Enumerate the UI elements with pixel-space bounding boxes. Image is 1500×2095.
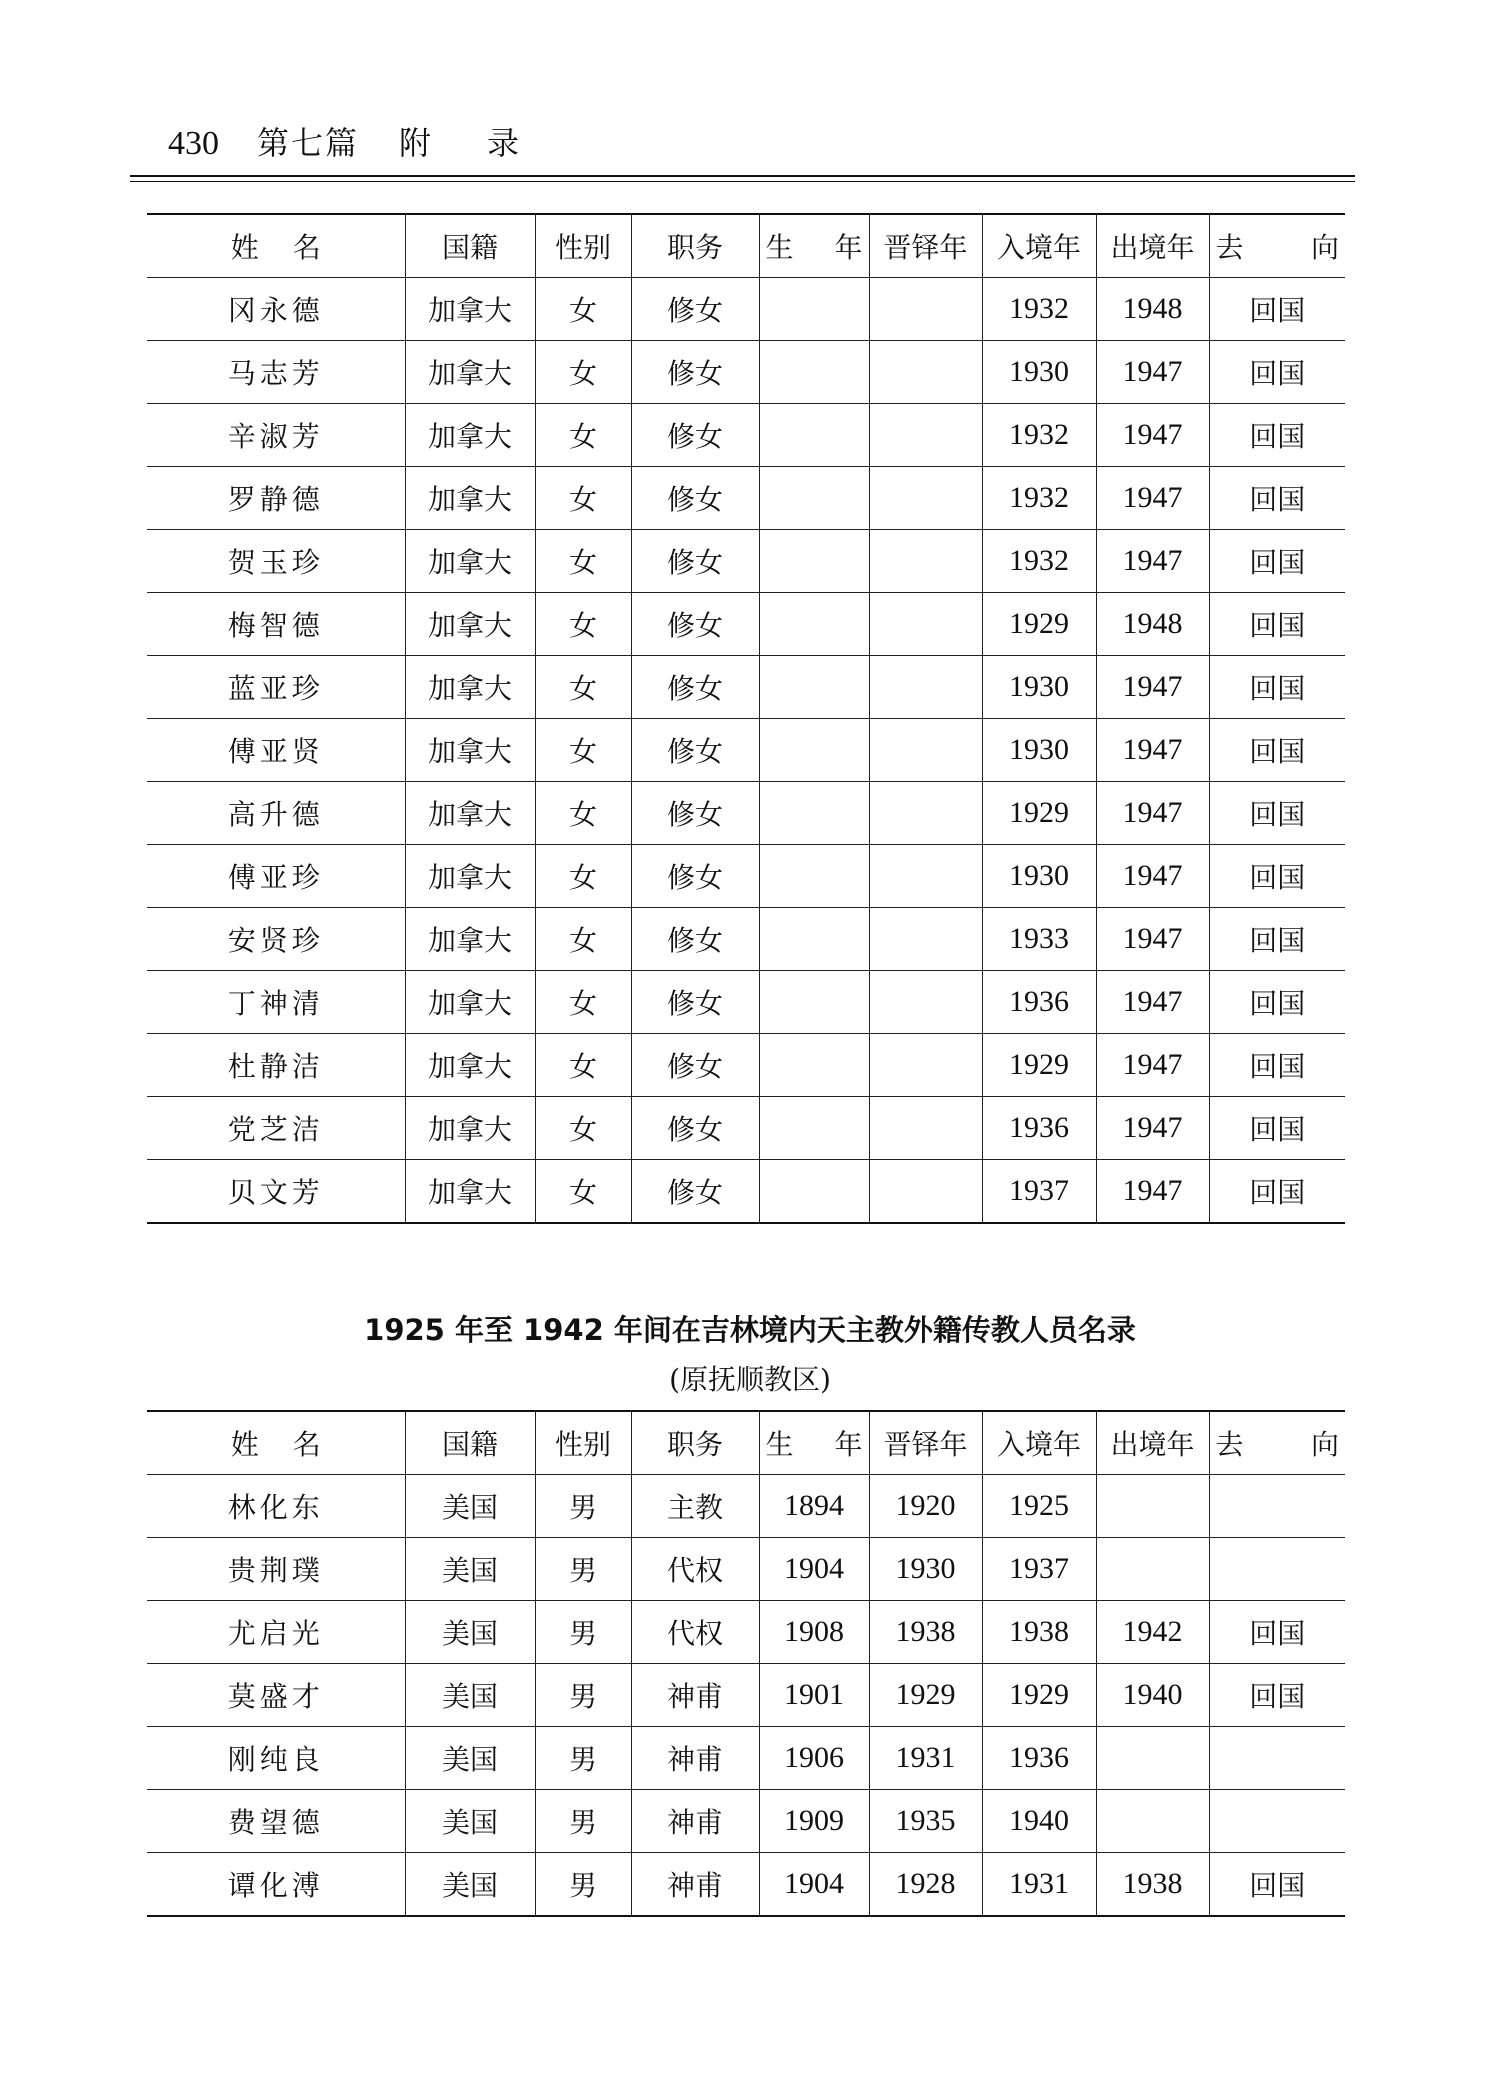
cell-position: 修女 [631, 593, 759, 656]
cell-sex: 女 [535, 467, 631, 530]
cell-name: 林化东 [147, 1475, 405, 1538]
table-header-row [147, 214, 1345, 278]
cell-name: 尤启光 [147, 1601, 405, 1664]
cell-birth-year [759, 404, 869, 467]
cell-destination [1209, 1475, 1345, 1538]
header-rule-thick [130, 175, 1355, 177]
table-row [147, 1664, 1345, 1727]
table-header-row [147, 1411, 1345, 1475]
cell-entry-year: 1930 [982, 719, 1096, 782]
cell-name: 杜静洁 [147, 1034, 405, 1097]
cell-ordination-year: 1929 [869, 1664, 982, 1727]
table-row [147, 1853, 1345, 1917]
cell-nationality: 加拿大 [405, 845, 535, 908]
cell-entry-year: 1940 [982, 1790, 1096, 1853]
cell-ordination-year: 1938 [869, 1601, 982, 1664]
missionary-table-1 [147, 213, 1345, 1224]
cell-position: 修女 [631, 467, 759, 530]
cell-nationality: 美国 [405, 1664, 535, 1727]
cell-nationality: 加拿大 [405, 341, 535, 404]
cell-position: 修女 [631, 1097, 759, 1160]
cell-birth-year: 1906 [759, 1727, 869, 1790]
cell-entry-year: 1930 [982, 656, 1096, 719]
cell-ordination-year [869, 656, 982, 719]
table-row [147, 1097, 1345, 1160]
cell-ordination-year [869, 404, 982, 467]
header-exit: 出境年 [1096, 214, 1209, 278]
header-birth-a: 生 [765, 231, 794, 264]
table-row [147, 971, 1345, 1034]
cell-exit-year: 1947 [1096, 971, 1209, 1034]
cell-nationality: 加拿大 [405, 404, 535, 467]
cell-destination: 回国 [1209, 404, 1345, 467]
cell-name: 傅亚珍 [147, 845, 405, 908]
cell-ordination-year [869, 782, 982, 845]
cell-position: 代权 [631, 1601, 759, 1664]
table-row [147, 530, 1345, 593]
cell-destination: 回国 [1209, 1601, 1345, 1664]
cell-entry-year: 1937 [982, 1538, 1096, 1601]
cell-sex: 女 [535, 1034, 631, 1097]
cell-sex: 男 [535, 1601, 631, 1664]
table-row [147, 782, 1345, 845]
cell-position: 主教 [631, 1475, 759, 1538]
cell-position: 修女 [631, 782, 759, 845]
cell-ordination-year: 1930 [869, 1538, 982, 1601]
header-entry: 入境年 [982, 214, 1096, 278]
cell-nationality: 加拿大 [405, 1160, 535, 1224]
cell-exit-year: 1948 [1096, 593, 1209, 656]
cell-entry-year: 1932 [982, 530, 1096, 593]
cell-exit-year: 1947 [1096, 782, 1209, 845]
cell-sex: 女 [535, 404, 631, 467]
cell-name: 丁神清 [147, 971, 405, 1034]
header-destination-a: 去 [1215, 1428, 1244, 1461]
cell-name: 蓝亚珍 [147, 656, 405, 719]
cell-name: 贝文芳 [147, 1160, 405, 1224]
cell-name: 高升德 [147, 782, 405, 845]
cell-destination: 回国 [1209, 1853, 1345, 1917]
table-row [147, 1475, 1345, 1538]
cell-position: 修女 [631, 1160, 759, 1224]
header-birth-a: 生 [765, 1428, 794, 1461]
cell-exit-year: 1940 [1096, 1664, 1209, 1727]
cell-destination: 回国 [1209, 1097, 1345, 1160]
cell-ordination-year: 1931 [869, 1727, 982, 1790]
cell-nationality: 加拿大 [405, 593, 535, 656]
cell-birth-year: 1894 [759, 1475, 869, 1538]
cell-ordination-year [869, 1034, 982, 1097]
cell-name: 辛淑芳 [147, 404, 405, 467]
cell-birth-year [759, 278, 869, 341]
cell-nationality: 美国 [405, 1601, 535, 1664]
cell-position: 修女 [631, 278, 759, 341]
table-row [147, 278, 1345, 341]
header-position: 职务 [631, 1411, 759, 1475]
table-row [147, 656, 1345, 719]
cell-exit-year: 1947 [1096, 656, 1209, 719]
cell-sex: 男 [535, 1853, 631, 1917]
cell-sex: 男 [535, 1727, 631, 1790]
header-ordination: 晋铎年 [869, 214, 982, 278]
cell-exit-year [1096, 1475, 1209, 1538]
cell-birth-year [759, 593, 869, 656]
cell-entry-year: 1932 [982, 278, 1096, 341]
cell-exit-year: 1947 [1096, 530, 1209, 593]
cell-exit-year: 1947 [1096, 1097, 1209, 1160]
cell-name: 莫盛才 [147, 1664, 405, 1727]
missionary-table-2 [147, 1410, 1345, 1917]
table-row [147, 404, 1345, 467]
cell-destination: 回国 [1209, 656, 1345, 719]
cell-name: 谭化溥 [147, 1853, 405, 1917]
cell-ordination-year [869, 278, 982, 341]
cell-birth-year: 1904 [759, 1853, 869, 1917]
cell-birth-year [759, 1097, 869, 1160]
cell-ordination-year: 1935 [869, 1790, 982, 1853]
cell-destination: 回国 [1209, 782, 1345, 845]
header-destination [1209, 214, 1345, 278]
cell-ordination-year [869, 1097, 982, 1160]
cell-birth-year [759, 656, 869, 719]
cell-destination: 回国 [1209, 1160, 1345, 1224]
header-sex: 性别 [535, 1411, 631, 1475]
header-rule-thin [130, 181, 1355, 182]
cell-nationality: 加拿大 [405, 467, 535, 530]
cell-entry-year: 1936 [982, 971, 1096, 1034]
cell-ordination-year [869, 341, 982, 404]
cell-position: 修女 [631, 971, 759, 1034]
cell-birth-year [759, 530, 869, 593]
cell-nationality: 加拿大 [405, 908, 535, 971]
table-row [147, 1601, 1345, 1664]
cell-ordination-year [869, 845, 982, 908]
cell-name: 马志芳 [147, 341, 405, 404]
cell-entry-year: 1936 [982, 1727, 1096, 1790]
cell-entry-year: 1932 [982, 404, 1096, 467]
cell-sex: 女 [535, 782, 631, 845]
cell-birth-year [759, 971, 869, 1034]
header-name [147, 1411, 405, 1475]
cell-sex: 女 [535, 845, 631, 908]
section-title-a: 附 [399, 124, 432, 162]
header-destination-b: 向 [1310, 1428, 1339, 1461]
cell-position: 修女 [631, 530, 759, 593]
cell-name: 安贤珍 [147, 908, 405, 971]
cell-ordination-year [869, 530, 982, 593]
cell-exit-year [1096, 1727, 1209, 1790]
cell-position: 修女 [631, 908, 759, 971]
cell-sex: 女 [535, 593, 631, 656]
cell-birth-year [759, 1160, 869, 1224]
cell-exit-year: 1947 [1096, 1160, 1209, 1224]
table-row [147, 593, 1345, 656]
cell-exit-year [1096, 1538, 1209, 1601]
cell-ordination-year [869, 908, 982, 971]
cell-ordination-year: 1920 [869, 1475, 982, 1538]
cell-entry-year: 1932 [982, 467, 1096, 530]
cell-name: 刚纯良 [147, 1727, 405, 1790]
table-row [147, 1790, 1345, 1853]
cell-name: 贺玉珍 [147, 530, 405, 593]
cell-exit-year: 1947 [1096, 341, 1209, 404]
header-nationality: 国籍 [405, 1411, 535, 1475]
cell-exit-year: 1947 [1096, 719, 1209, 782]
table-row [147, 1034, 1345, 1097]
header-birth [759, 214, 869, 278]
cell-position: 神甫 [631, 1664, 759, 1727]
cell-exit-year: 1947 [1096, 404, 1209, 467]
cell-name: 傅亚贤 [147, 719, 405, 782]
table-row [147, 845, 1345, 908]
cell-name: 费望德 [147, 1790, 405, 1853]
cell-destination: 回国 [1209, 719, 1345, 782]
cell-ordination-year [869, 719, 982, 782]
cell-exit-year: 1947 [1096, 1034, 1209, 1097]
cell-birth-year: 1904 [759, 1538, 869, 1601]
cell-sex: 女 [535, 1097, 631, 1160]
cell-entry-year: 1933 [982, 908, 1096, 971]
cell-ordination-year [869, 467, 982, 530]
header-exit: 出境年 [1096, 1411, 1209, 1475]
cell-position: 修女 [631, 656, 759, 719]
cell-ordination-year: 1928 [869, 1853, 982, 1917]
header-birth-b: 年 [834, 1428, 863, 1461]
section-title-b: 录 [487, 124, 520, 162]
header-name-a: 姓 [230, 231, 259, 264]
header-name-a: 姓 [230, 1428, 259, 1461]
cell-name: 贵荆璞 [147, 1538, 405, 1601]
header-name-b: 名 [292, 1428, 321, 1461]
cell-name: 梅智德 [147, 593, 405, 656]
cell-destination: 回国 [1209, 593, 1345, 656]
cell-nationality: 加拿大 [405, 971, 535, 1034]
cell-birth-year [759, 782, 869, 845]
cell-nationality: 加拿大 [405, 1097, 535, 1160]
cell-entry-year: 1929 [982, 1034, 1096, 1097]
section-subtitle: (原抚顺教区) [669, 1363, 831, 1396]
cell-entry-year: 1930 [982, 845, 1096, 908]
cell-entry-year: 1925 [982, 1475, 1096, 1538]
cell-birth-year [759, 719, 869, 782]
cell-destination: 回国 [1209, 971, 1345, 1034]
cell-sex: 女 [535, 908, 631, 971]
table-row [147, 341, 1345, 404]
cell-birth-year: 1909 [759, 1790, 869, 1853]
cell-exit-year: 1942 [1096, 1601, 1209, 1664]
cell-nationality: 加拿大 [405, 782, 535, 845]
header-sex: 性别 [535, 214, 631, 278]
cell-exit-year: 1947 [1096, 467, 1209, 530]
cell-destination [1209, 1790, 1345, 1853]
cell-sex: 女 [535, 341, 631, 404]
cell-destination: 回国 [1209, 467, 1345, 530]
cell-exit-year: 1947 [1096, 845, 1209, 908]
cell-sex: 女 [535, 656, 631, 719]
header-nationality: 国籍 [405, 214, 535, 278]
header-entry: 入境年 [982, 1411, 1096, 1475]
part-title: 第七篇 [257, 124, 360, 162]
cell-entry-year: 1938 [982, 1601, 1096, 1664]
page-header [168, 118, 519, 164]
table-row [147, 1538, 1345, 1601]
cell-destination: 回国 [1209, 908, 1345, 971]
cell-position: 神甫 [631, 1853, 759, 1917]
cell-destination: 回国 [1209, 278, 1345, 341]
cell-birth-year: 1901 [759, 1664, 869, 1727]
cell-entry-year: 1930 [982, 341, 1096, 404]
header-name [147, 214, 405, 278]
cell-entry-year: 1929 [982, 593, 1096, 656]
cell-entry-year: 1937 [982, 1160, 1096, 1224]
page-number: 430 [168, 125, 219, 162]
cell-nationality: 美国 [405, 1790, 535, 1853]
header-birth-b: 年 [834, 231, 863, 264]
cell-position: 修女 [631, 845, 759, 908]
cell-position: 修女 [631, 341, 759, 404]
header-position: 职务 [631, 214, 759, 278]
header-birth [759, 1411, 869, 1475]
cell-entry-year: 1931 [982, 1853, 1096, 1917]
table-row [147, 467, 1345, 530]
cell-birth-year [759, 908, 869, 971]
cell-position: 修女 [631, 719, 759, 782]
cell-sex: 女 [535, 1160, 631, 1224]
cell-nationality: 加拿大 [405, 719, 535, 782]
cell-name: 罗静德 [147, 467, 405, 530]
cell-sex: 女 [535, 278, 631, 341]
cell-nationality: 美国 [405, 1853, 535, 1917]
cell-sex: 女 [535, 530, 631, 593]
cell-destination: 回国 [1209, 1034, 1345, 1097]
cell-nationality: 美国 [405, 1727, 535, 1790]
cell-destination: 回国 [1209, 341, 1345, 404]
cell-nationality: 美国 [405, 1475, 535, 1538]
cell-ordination-year [869, 1160, 982, 1224]
table-row [147, 908, 1345, 971]
cell-birth-year [759, 845, 869, 908]
cell-entry-year: 1929 [982, 1664, 1096, 1727]
cell-sex: 男 [535, 1790, 631, 1853]
cell-ordination-year [869, 971, 982, 1034]
cell-nationality: 加拿大 [405, 1034, 535, 1097]
header-name-b: 名 [292, 231, 321, 264]
cell-destination: 回国 [1209, 530, 1345, 593]
cell-entry-year: 1929 [982, 782, 1096, 845]
cell-name: 冈永德 [147, 278, 405, 341]
cell-destination [1209, 1538, 1345, 1601]
cell-birth-year [759, 467, 869, 530]
header-destination [1209, 1411, 1345, 1475]
cell-exit-year: 1948 [1096, 278, 1209, 341]
cell-position: 代权 [631, 1538, 759, 1601]
cell-sex: 女 [535, 971, 631, 1034]
cell-exit-year [1096, 1790, 1209, 1853]
cell-destination [1209, 1727, 1345, 1790]
cell-sex: 女 [535, 719, 631, 782]
cell-entry-year: 1936 [982, 1097, 1096, 1160]
cell-destination: 回国 [1209, 845, 1345, 908]
header-destination-b: 向 [1310, 231, 1339, 264]
cell-nationality: 加拿大 [405, 278, 535, 341]
cell-position: 神甫 [631, 1727, 759, 1790]
cell-nationality: 美国 [405, 1538, 535, 1601]
cell-birth-year [759, 1034, 869, 1097]
header-ordination: 晋铎年 [869, 1411, 982, 1475]
cell-ordination-year [869, 593, 982, 656]
cell-sex: 男 [535, 1538, 631, 1601]
cell-birth-year: 1908 [759, 1601, 869, 1664]
cell-exit-year: 1947 [1096, 908, 1209, 971]
cell-position: 神甫 [631, 1790, 759, 1853]
cell-destination: 回国 [1209, 1664, 1345, 1727]
cell-sex: 男 [535, 1475, 631, 1538]
section-title: 1925 年至 1942 年间在吉林境内天主教外籍传教人员名录 [364, 1313, 1136, 1347]
cell-position: 修女 [631, 404, 759, 467]
cell-birth-year [759, 341, 869, 404]
header-destination-a: 去 [1215, 231, 1244, 264]
table-row [147, 719, 1345, 782]
cell-sex: 男 [535, 1664, 631, 1727]
cell-nationality: 加拿大 [405, 656, 535, 719]
cell-name: 党芝洁 [147, 1097, 405, 1160]
cell-exit-year: 1938 [1096, 1853, 1209, 1917]
cell-position: 修女 [631, 1034, 759, 1097]
table-row [147, 1727, 1345, 1790]
table-row [147, 1160, 1345, 1224]
cell-nationality: 加拿大 [405, 530, 535, 593]
